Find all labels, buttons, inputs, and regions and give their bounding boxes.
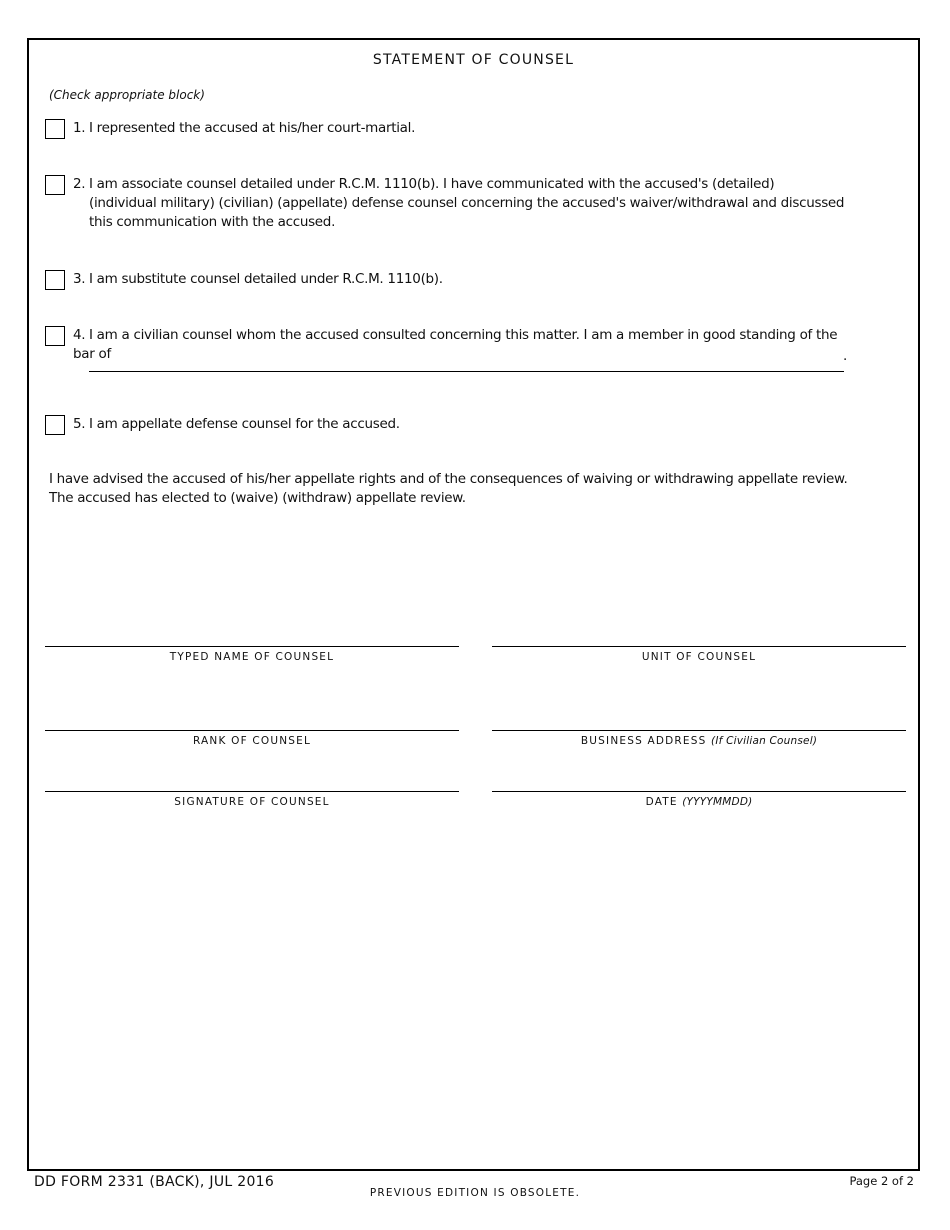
item-3 <box>73 270 858 289</box>
signature-input[interactable] <box>45 771 459 791</box>
bar-membership-period: . <box>843 348 848 364</box>
rank-input[interactable] <box>45 710 459 730</box>
date-label-text: DATE <box>645 796 678 808</box>
signature-label: SIGNATURE OF COUNSEL <box>174 796 330 808</box>
item-text: I am substitute counsel detailed under R.C.M. 1110(b). <box>89 271 443 287</box>
item-number: 4. <box>73 327 86 343</box>
item-1 <box>73 119 858 138</box>
item-text-continued: (individual military) (civilian) (appellate) defense counsel concerning the accused's waiver/withdrawal and discussed this communication with the accused. <box>89 195 845 230</box>
form-title: STATEMENT OF COUNSEL <box>372 52 575 68</box>
business-address-label-text: BUSINESS ADDRESS <box>580 735 707 747</box>
form-identifier: DD FORM 2331 (BACK), JUL 2016 <box>34 1174 275 1190</box>
date-line <box>492 791 906 792</box>
unit-input[interactable] <box>492 626 906 646</box>
advice-statement <box>49 470 869 508</box>
business-address-line <box>492 730 906 731</box>
advice-line-2: The accused has elected to (waive) (withdraw) appellate review. <box>49 490 466 506</box>
item-5 <box>73 415 858 434</box>
checkbox-item-3[interactable] <box>45 270 65 290</box>
item-2 <box>73 175 858 232</box>
checkbox-item-5[interactable] <box>45 415 65 435</box>
page-number: Page 2 of 2 <box>849 1174 914 1188</box>
item-text: I am associate counsel detailed under R.C.M. 1110(b). I have communicated with the accused's (detailed) <box>89 176 775 192</box>
item-text: I represented the accused at his/her court-martial. <box>89 120 416 136</box>
item-text: I am a civilian counsel whom the accused consulted concerning this matter. I am a member in good standing of the bar of <box>73 327 838 362</box>
unit-label: UNIT OF COUNSEL <box>641 651 757 663</box>
checkbox-item-4[interactable] <box>45 326 65 346</box>
item-text: I am appellate defense counsel for the accused. <box>89 416 400 432</box>
advice-line-1: I have advised the accused of his/her appellate rights and of the consequences of waiving or withdrawing appellate review. <box>49 471 848 487</box>
business-address-label <box>492 735 906 747</box>
date-format-note: (YYYYMMDD) <box>682 796 753 808</box>
typed-name-input[interactable] <box>45 626 459 646</box>
business-address-input[interactable] <box>492 710 906 730</box>
item-number: 5. <box>73 416 86 432</box>
checkbox-item-2[interactable] <box>45 175 65 195</box>
check-instruction: (Check appropriate block) <box>49 88 205 102</box>
unit-line <box>492 646 906 647</box>
bar-membership-input[interactable] <box>89 353 844 371</box>
rank-line <box>45 730 459 731</box>
date-label <box>492 796 906 808</box>
item-number: 2. <box>73 176 86 192</box>
typed-name-label: TYPED NAME OF COUNSEL <box>169 651 335 663</box>
typed-name-line <box>45 646 459 647</box>
signature-line <box>45 791 459 792</box>
rank-label: RANK OF COUNSEL <box>192 735 312 747</box>
form-frame <box>27 38 920 1171</box>
checkbox-item-1[interactable] <box>45 119 65 139</box>
item-number: 3. <box>73 271 86 287</box>
date-input[interactable] <box>492 771 906 791</box>
obsolete-notice: PREVIOUS EDITION IS OBSOLETE. <box>369 1187 581 1199</box>
item-number: 1. <box>73 120 86 136</box>
business-address-note: (If Civilian Counsel) <box>711 735 818 747</box>
bar-membership-line <box>89 371 844 372</box>
